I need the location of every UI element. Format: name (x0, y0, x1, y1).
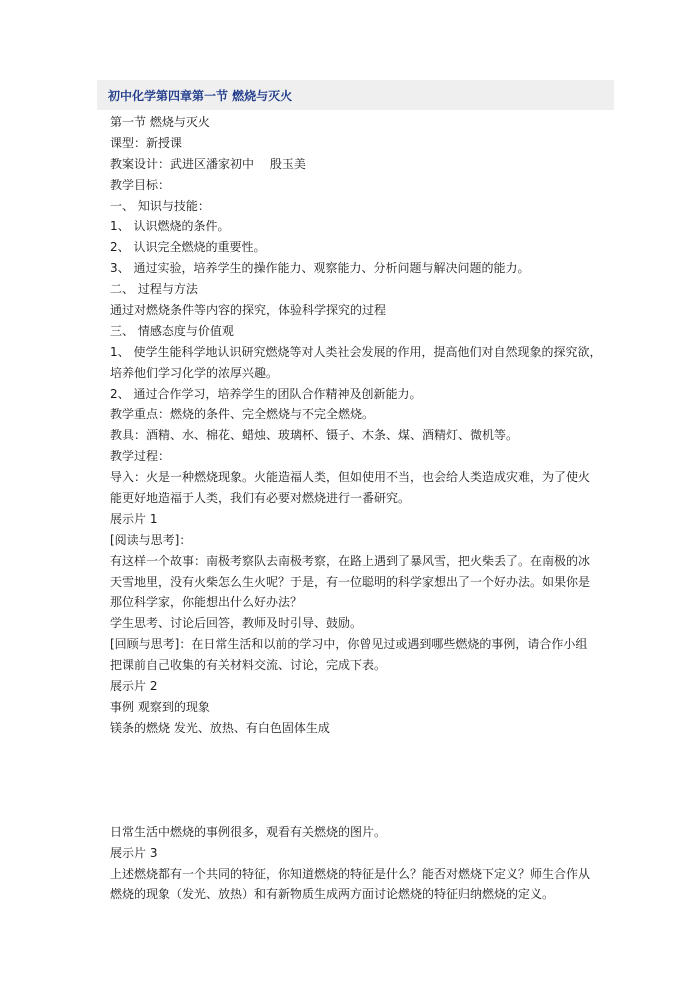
text-line: 展示片 1 (110, 511, 158, 526)
text-line: [阅读与思考]： (110, 532, 192, 547)
text-line: 2、 通过合作学习，培养学生的团队合作精神及创新能力。 (110, 386, 422, 401)
text-line: 展示片 3 (110, 845, 158, 860)
text-line: 镁条的燃烧 发光、放热、有白色固体生成 (110, 720, 330, 735)
text-line: 燃烧的现象（发光、放热）和有新物质生成两方面讨论燃烧的特征归纳燃烧的定义。 (110, 887, 555, 902)
text-line: 教学过程： (110, 449, 171, 464)
text-line: 通过对燃烧条件等内容的探究，体验科学探究的过程 (110, 303, 387, 318)
text-line: 课型：新授课 (110, 135, 183, 150)
text-line: 日常生活中燃烧的事例很多，观看有关燃烧的图片。 (110, 824, 387, 839)
text-line: 2、 认识完全燃烧的重要性。 (110, 240, 266, 255)
document-body (110, 112, 600, 905)
text-line: 学生思考、讨论后回答，教师及时引导、鼓励。 (110, 616, 363, 631)
text-line: 二、 过程与方法 (110, 282, 198, 297)
text-line: 上述燃烧都有一个共同的特征，你知道燃烧的特征是什么？能否对燃烧下定义？师生合作从 (110, 866, 591, 881)
text-line: 有这样一个故事：南极考察队去南极考察，在路上遇到了暴风雪，把火柴丢了。在南极的冰 (110, 553, 591, 568)
text-line: 第一节 燃烧与灭火 (110, 115, 210, 129)
text-line: 3、 通过实验，培养学生的操作能力、观察能力、分析问题与解决问题的能力。 (110, 261, 530, 276)
text-line: 教具：酒精、水、棉花、蜡烛、玻璃杯、镊子、木条、煤、酒精灯、微机等。 (110, 428, 519, 443)
text-line: 导入：火是一种燃烧现象。火能造福人类，但如使用不当，也会给人类造成灾难，为了使火 (110, 470, 591, 485)
text-line: 展示片 2 (110, 679, 158, 694)
text-line: 把课前自己收集的有关材料交流、讨论，完成下表。 (110, 658, 387, 673)
text-line: 天雪地里，没有火柴怎么生火呢？于是，有一位聪明的科学家想出了一个好办法。如果你是 (110, 574, 591, 589)
text-line: 1、 认识燃烧的条件。 (110, 219, 230, 234)
text-line: 教学重点：燃烧的条件、完全燃烧与不完全燃烧。 (110, 407, 375, 422)
text-line: 那位科学家，你能想出什么好办法？ (110, 595, 303, 610)
text-line: 教案设计：武进区潘家初中 殷玉美 (110, 156, 306, 171)
text-line: 培养他们学习化学的浓厚兴趣。 (110, 365, 279, 380)
page-title: 初中化学第四章第一节 燃烧与灭火 (108, 89, 293, 103)
blank-space (110, 739, 600, 822)
text-line: 一、 知识与技能： (110, 198, 210, 213)
title-bar (97, 80, 614, 110)
text-line: [回顾与思考]：在日常生活和以前的学习中，你曾见过或遇到哪些燃烧的事例，请合作小组 (110, 637, 588, 652)
text-line: 1、 使学生能科学地认识研究燃烧等对人类社会发展的作用，提高他们对自然现象的探究欲， (110, 344, 602, 359)
text-line: 事例 观察到的现象 (110, 699, 210, 714)
text-line: 能更好地造福于人类，我们有必要对燃烧进行一番研究。 (110, 491, 411, 506)
text-line: 三、 情感态度与价值观 (110, 323, 234, 338)
text-line: 教学目标： (110, 177, 171, 192)
